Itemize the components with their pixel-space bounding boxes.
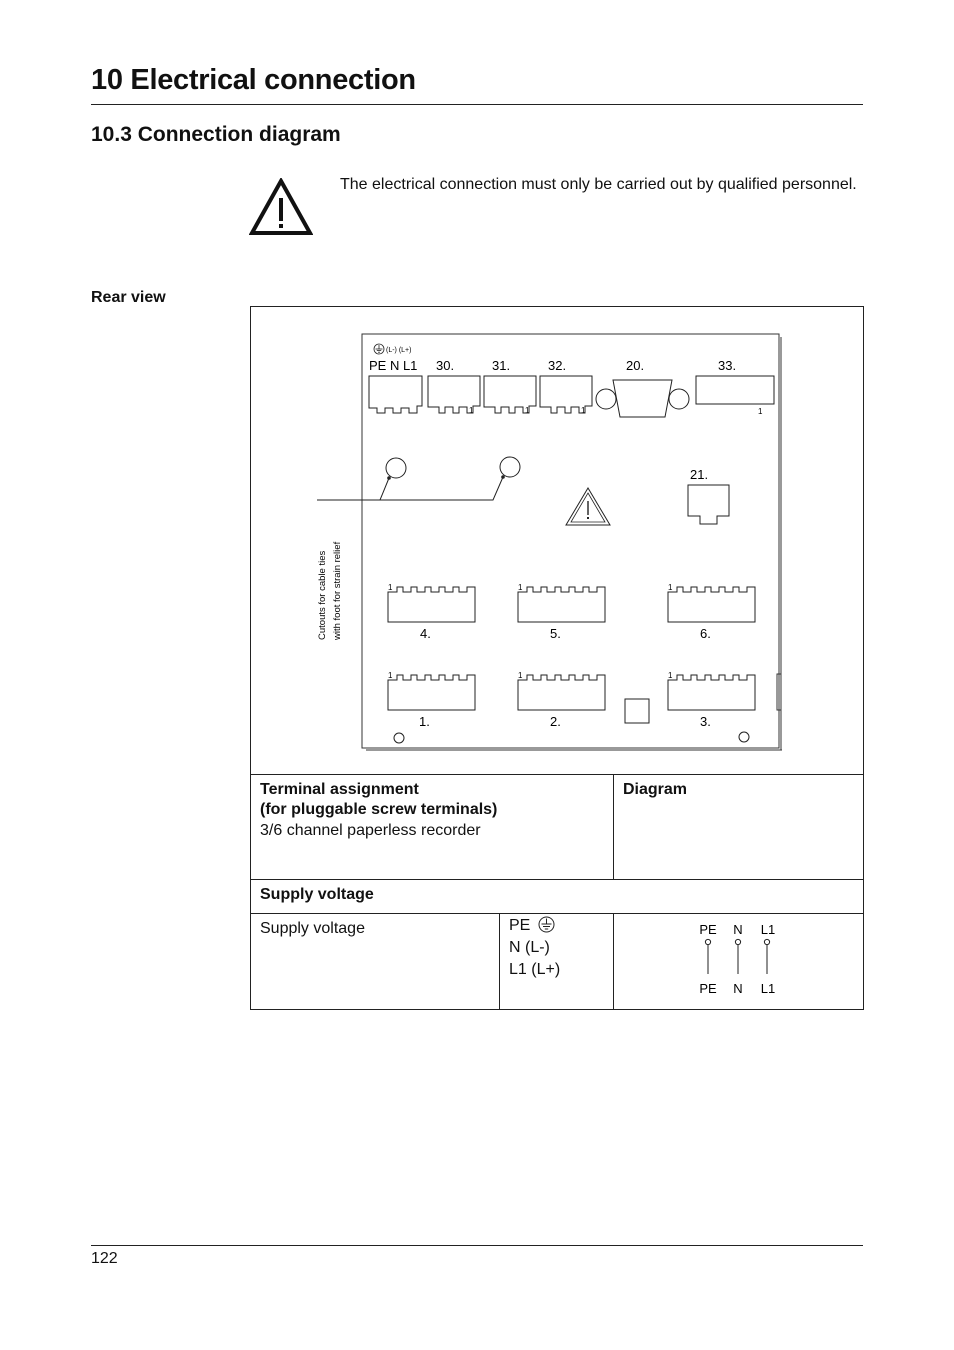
terminal-4-label: 4. <box>420 626 431 641</box>
page-number: 122 <box>91 1250 118 1267</box>
table-divider <box>613 913 614 1009</box>
terminal-32-label: 32. <box>548 358 567 373</box>
small-square-cutout <box>625 699 649 723</box>
cutouts-note-line2: with foot for strain relief <box>332 541 343 640</box>
terminal-20-label: 20. <box>626 358 645 373</box>
cable-tie-cutout <box>386 458 406 478</box>
rear-panel-drawing <box>251 307 863 777</box>
port-21-label: 21. <box>690 467 709 482</box>
terminal-assignment-title: Terminal assignment <box>260 781 419 798</box>
pin-one-label: 1 <box>581 406 586 415</box>
mounting-hole <box>394 733 404 743</box>
cable-tie-cutout <box>500 457 520 477</box>
cutout-leader-line <box>317 478 389 500</box>
terminal-6-label: 6. <box>700 626 711 641</box>
device-description: 3/6 channel paperless recorder <box>260 822 481 839</box>
mounting-hole <box>739 732 749 742</box>
diagram-header: Diagram <box>623 781 688 798</box>
terminal-3-label: 3. <box>700 714 711 729</box>
table-divider <box>251 913 863 914</box>
ground-icon <box>374 344 384 354</box>
dsub-port-20 <box>596 380 689 417</box>
pin-one-label: 1 <box>525 406 530 415</box>
cutout-leader-line <box>380 477 503 500</box>
chapter-divider <box>91 104 863 105</box>
rear-view-label: Rear view <box>91 289 166 306</box>
section-title: 10.3 Connection diagram <box>91 123 341 146</box>
table-divider <box>499 913 500 1009</box>
supply-wiring-diagram <box>691 917 791 997</box>
rear-view-frame <box>250 306 864 1010</box>
terminal-30-label: 30. <box>436 358 455 373</box>
pin-one-label: 1 <box>518 671 523 680</box>
terminal-connector <box>518 675 605 710</box>
warning-text: The electrical connection must only be carried out by qualified personnel. <box>340 176 857 193</box>
diagram-n-bottom: N <box>733 981 743 996</box>
ground-legend-text: (L-) (L+) <box>386 347 412 354</box>
diagram-pe-bottom: PE <box>699 981 717 996</box>
chapter-title: 10 Electrical connection <box>91 64 416 96</box>
terminal-33-connector <box>696 376 774 404</box>
diagram-pe-top: PE <box>699 922 717 937</box>
code-pe: PE <box>509 917 531 934</box>
diagram-l1-top: L1 <box>760 922 776 937</box>
diagram-l1-bottom: L1 <box>760 981 776 996</box>
pin-one-label: 1 <box>518 583 523 592</box>
pin-one-label: 1 <box>469 406 474 415</box>
warning-triangle-icon <box>566 488 610 525</box>
warning-triangle-icon <box>249 178 313 236</box>
terminal-5-label: 5. <box>550 626 561 641</box>
terminal-connector <box>518 587 605 622</box>
terminal-assignment-subtitle: (for pluggable screw terminals) <box>260 801 498 818</box>
supply-voltage-section: Supply voltage <box>260 886 374 903</box>
diagram-n-top: N <box>733 922 743 937</box>
terminal-connector <box>388 587 475 622</box>
pin-one-label: 1 <box>668 671 673 680</box>
pin-one-label: 1 <box>668 583 673 592</box>
power-terminal-label: PE N L1 <box>369 358 418 373</box>
table-divider <box>251 879 863 880</box>
cutouts-note-line1: Cutouts for cable ties <box>317 550 328 640</box>
code-n: N (L-) <box>509 939 550 956</box>
table-divider <box>251 774 863 775</box>
network-port-21 <box>688 485 729 524</box>
terminal-31-label: 31. <box>492 358 511 373</box>
supply-terminal-codes <box>509 915 560 981</box>
table-divider <box>613 774 614 879</box>
terminal-1-label: 1. <box>419 714 430 729</box>
code-l1: L1 (L+) <box>509 961 561 978</box>
terminal-2-label: 2. <box>550 714 561 729</box>
terminal-33-label: 33. <box>718 358 737 373</box>
pin-one-label: 1 <box>388 583 393 592</box>
ground-icon <box>538 916 555 933</box>
terminal-connector <box>668 675 755 710</box>
supply-voltage-label: Supply voltage <box>260 920 365 937</box>
pin-one-label: 1 <box>388 671 393 680</box>
pin-one-label: 1 <box>758 407 763 416</box>
power-connector <box>369 376 422 413</box>
terminal-connector <box>668 587 755 622</box>
footer-divider <box>91 1245 863 1246</box>
terminal-connector <box>388 675 475 710</box>
